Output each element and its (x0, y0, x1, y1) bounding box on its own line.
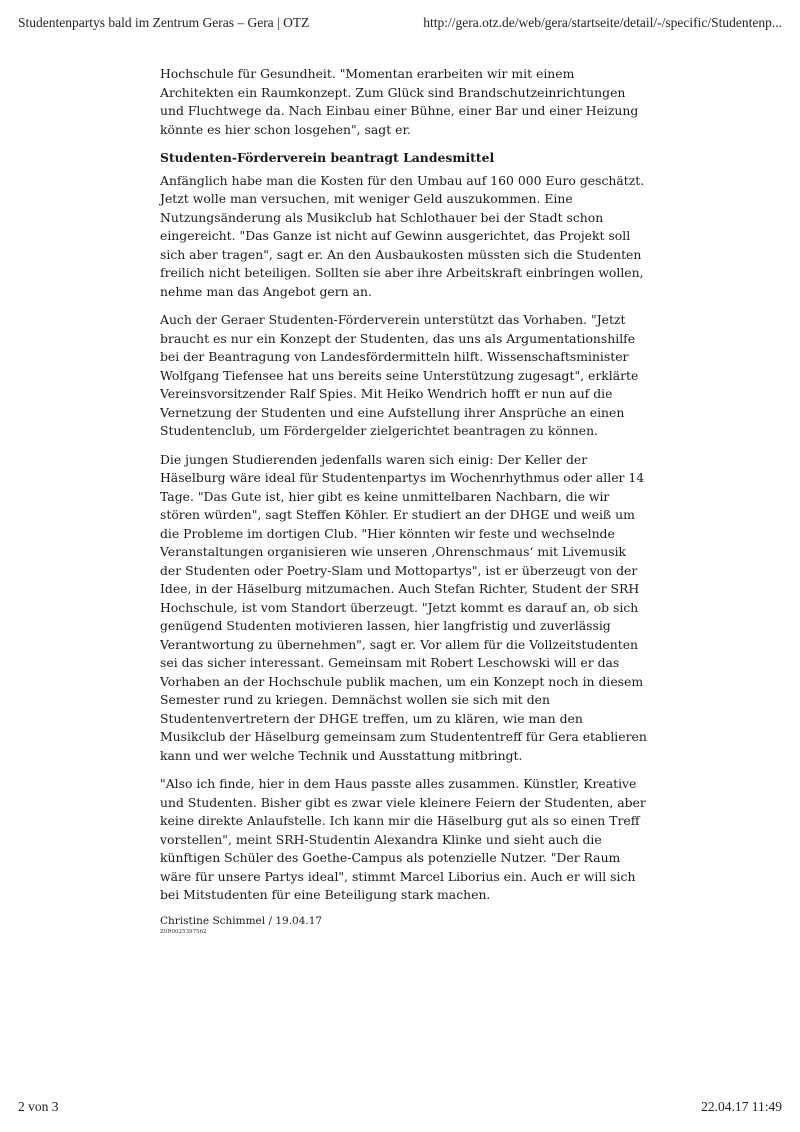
article-body (160, 65, 650, 936)
article-subheading: Studenten-Förderverein beantragt Landesmittel (160, 150, 495, 165)
print-datetime: 22.04.17 11:49 (701, 1099, 782, 1114)
article-code: Z0R0025397562 (160, 928, 207, 935)
article-paragraph: Auch der Geraer Studenten-Förderverein unterstützt das Vorhaben. "Jetzt braucht es nur ein Konzept der Studenten, das uns als Argumentationshilfe bei der Beantragung von Landesfördermitteln hilft. Wissenschaftsminister Wolfgang Tiefensee hat uns bereits seine Unterstützung zugesagt", erklärte Vereinsvorsitzender Ralf Spies. Mit Heiko Wendrich hofft er nun auf die Vernetzung der Studenten und eine Aufstellung ihrer Ansprüche an einen Studentenclub, um Fördergelder zielgerichtet beantragen zu können. (160, 312, 639, 438)
article-byline: Christine Schimmel / 19.04.17 (160, 914, 323, 927)
article-paragraph: "Also ich finde, hier in dem Haus passte alles zusammen. Künstler, Kreative und Studenten. Bisher gibt es zwar viele kleinere Feiern der Studenten, aber keine direkte Anlaufstelle. Ich kann mir die Häselburg gut als so einen Treff vorstellen", meint SRH-Studentin Alexandra Klinke und sieht auch die künftigen Schüler des Goethe-Campus als potenzielle Nutzer. "Der Raum wäre für unsere Partys ideal", stimmt Marcel Liborius ein. Auch er will sich bei Mitstudenten für eine Beteiligung stark machen. (160, 776, 646, 902)
article-paragraph-intro: Hochschule für Gesundheit. "Momentan erarbeiten wir mit einem Architekten ein Raumkonzept. Zum Glück sind Brandschutzeinrichtungen und Fluchtwege da. Nach Einbau einer Bühne, einer Bar und einer Heizung könnte es hier schon losgehen", sagt er. (160, 66, 639, 137)
page-number: 2 von 3 (18, 1099, 59, 1114)
article-paragraph: Anfänglich habe man die Kosten für den Umbau auf 160 000 Euro geschätzt. Jetzt wolle man versuchen, mit weniger Geld auszukommen. Eine Nutzungsänderung als Musikclub hat Schlothauer bei der Stadt schon eingereicht. "Das Ganze ist nicht auf Gewinn ausgerichtet, das Projekt soll sich aber tragen", sagt er. An den Ausbaukosten müssten sich die Studenten freilich nicht beteiligen. Sollten sie aber ihre Arbeitskraft einbringen wollen, nehme man das Angebot gern an. (160, 172, 645, 299)
page-header-url: http://gera.otz.de/web/gera/startseite/detail/-/specific/Studentenp... (423, 15, 782, 30)
page-header-title: Studentenpartys bald im Zentrum Geras – Gera | OTZ (18, 15, 310, 30)
article-paragraph: Die jungen Studierenden jedenfalls waren sich einig: Der Keller der Häselburg wäre ideal für Studentenpartys im Wochenrhythmus oder aller 14 Tage. "Das Gute ist, hier gibt es keine unmittelbaren Nachbarn, die wir stören würden", sagt Steffen Köhler. Er studiert an der DHGE und weiß um die Probleme im dortigen Club. "Hier könnten wir feste und wechselnde Veranstaltungen organisieren wie unseren ‚Ohrenschmaus‘ mit Livemusik der Studenten oder Poetry-Slam und Mottopartys", ist er überzeugt von der Idee, in der Häselburg mitzumachen. Auch Stefan Richter, Student der SRH Hochschule, ist vom Standort überzeugt. "Jetzt kommt es darauf an, ob sich genügend Studenten motivieren lassen, hier langfristig und zuverlässig Verantwortung zu übernehmen", sagt er. Vor allem für die Vollzeitstudenten sei das sicher interessant. Gemeinsam mit Robert Leschowski will er das Vorhaben an der Hochschule publik machen, um ein Konzept noch in diesem Semester rund zu kriegen. Demnächst wollen sie sich mit den Studentenvertretern der DHGE treffen, um zu klären, wie man den Musikclub der Häselburg gemeinsam zum Studententreff für Gera etablieren kann und wer welche Technik und Ausstattung mitbringt. (160, 451, 647, 763)
